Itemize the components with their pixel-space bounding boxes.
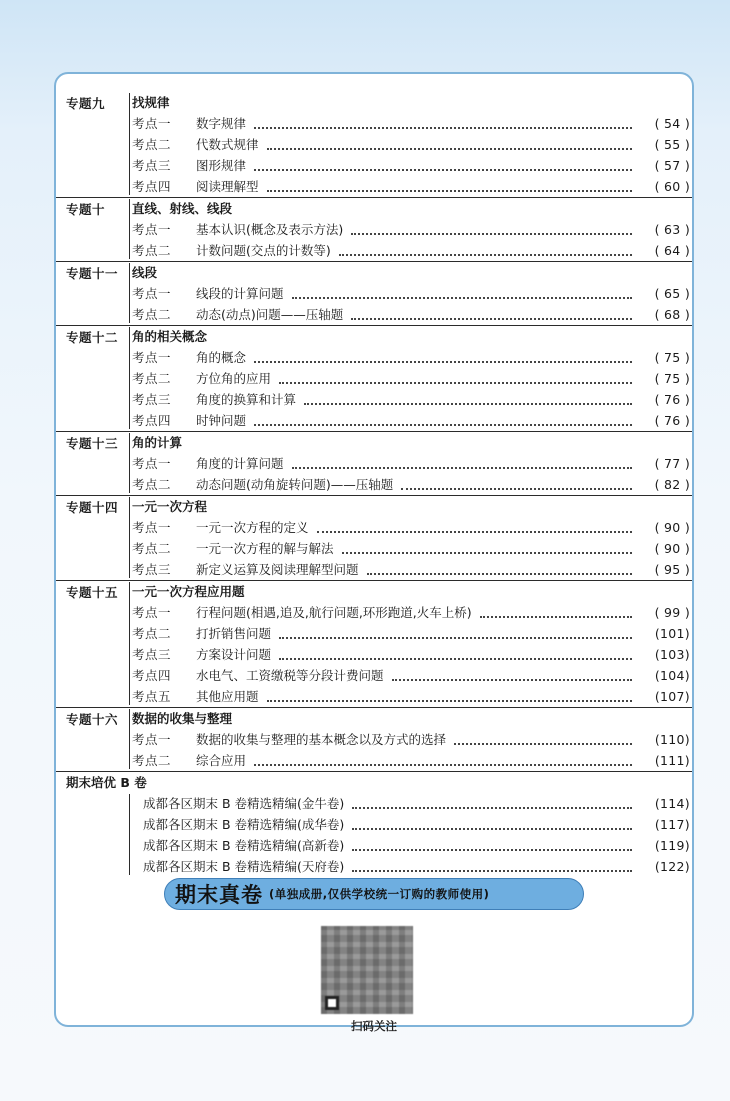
page-number: ( 75 ) (654, 371, 690, 386)
topic-label: 专题十二 (66, 330, 119, 345)
point-title: 动态(动点)问题——压轴题 (196, 307, 344, 322)
page-number: ( 60 ) (654, 179, 690, 194)
toc-entry[interactable] (56, 814, 692, 835)
point-label: 考点三 (132, 647, 172, 662)
dot-leader (480, 616, 632, 618)
qr-caption: 扫码关注 (351, 1019, 397, 1033)
dot-leader (267, 700, 632, 702)
topic-title: 一元一次方程 (132, 499, 208, 514)
toc-entry[interactable] (56, 240, 692, 261)
qr-finder-pattern (325, 996, 339, 1010)
toc-entry[interactable] (56, 155, 692, 176)
toc-entry[interactable] (56, 304, 692, 325)
point-title: 角的概念 (196, 350, 247, 365)
dot-leader (254, 361, 632, 363)
point-label: 考点一 (132, 605, 172, 620)
topic-label: 专题十六 (66, 712, 119, 727)
toc-section (56, 495, 692, 580)
topic-label: 专题十四 (66, 500, 119, 515)
topic-title: 一元一次方程应用题 (132, 584, 245, 599)
toc-section (56, 707, 692, 771)
page-number: ( 75 ) (654, 350, 690, 365)
dot-leader (267, 190, 632, 192)
toc-entry[interactable] (56, 368, 692, 389)
point-title: 动态问题(动角旋转问题)——压轴题 (196, 477, 394, 492)
page-number: ( 57 ) (654, 158, 690, 173)
page-number: ( 82 ) (654, 477, 690, 492)
point-label: 考点一 (132, 350, 172, 365)
topic-title: 角的计算 (132, 435, 183, 450)
page-number: (107) (654, 689, 690, 704)
page-number: ( 64 ) (654, 243, 690, 258)
point-title: 一元一次方程的解与解法 (196, 541, 334, 556)
topic-label: 专题十五 (66, 585, 119, 600)
point-title: 数据的收集与整理的基本概念以及方式的选择 (196, 732, 447, 747)
toc-entry[interactable] (56, 453, 692, 474)
dot-leader (392, 679, 632, 681)
paper-title: 成都各区期末 B 卷精选精编(成华卷) (143, 817, 345, 832)
toc-entry[interactable] (56, 729, 692, 750)
toc-entry[interactable] (56, 835, 692, 856)
point-title: 其他应用题 (196, 689, 259, 704)
dot-leader (254, 169, 632, 171)
toc-entry[interactable] (56, 665, 692, 686)
qr-code-image[interactable] (321, 926, 413, 1014)
toc-entry[interactable] (56, 134, 692, 155)
page-number: ( 90 ) (654, 520, 690, 535)
point-label: 考点一 (132, 732, 172, 747)
paper-title: 成都各区期末 B 卷精选精编(天府卷) (143, 859, 345, 874)
page-number: ( 76 ) (654, 392, 690, 407)
topic-title: 数据的收集与整理 (132, 711, 233, 726)
point-label: 考点一 (132, 520, 172, 535)
toc-section (56, 580, 692, 707)
point-title: 基本认识(概念及表示方法) (196, 222, 344, 237)
banner-note: (单独成册,仅供学校统一订购的教师使用) (269, 887, 490, 901)
point-title: 综合应用 (196, 753, 247, 768)
point-title: 阅读理解型 (196, 179, 259, 194)
point-title: 角度的计算问题 (196, 456, 284, 471)
point-label: 考点一 (132, 286, 172, 301)
point-label: 考点一 (132, 456, 172, 471)
point-label: 考点四 (132, 413, 172, 428)
page-number: (103) (654, 647, 690, 662)
toc-section (56, 431, 692, 495)
toc-entry[interactable] (56, 623, 692, 644)
point-title: 计数问题(交点的计数等) (196, 243, 331, 258)
point-label: 考点二 (132, 477, 172, 492)
dot-leader (279, 637, 632, 639)
page-number: (122) (654, 859, 690, 874)
dot-leader (339, 254, 632, 256)
toc-entry[interactable] (56, 559, 692, 580)
point-label: 考点三 (132, 158, 172, 173)
dot-leader (317, 531, 632, 533)
topic-title: 角的相关概念 (132, 329, 208, 344)
dot-leader (352, 828, 632, 830)
page-number: (104) (654, 668, 690, 683)
dot-leader (352, 849, 632, 851)
final-exam-banner (164, 878, 584, 910)
point-label: 考点三 (132, 562, 172, 577)
point-label: 考点一 (132, 116, 172, 131)
toc-section (56, 261, 692, 325)
toc-section (56, 197, 692, 261)
point-title: 打折销售问题 (196, 626, 272, 641)
page-number: ( 63 ) (654, 222, 690, 237)
toc-entry[interactable] (56, 644, 692, 665)
dot-leader (352, 870, 632, 872)
toc-section (56, 325, 692, 431)
topic-label: 专题十 (66, 202, 106, 217)
paper-title: 成都各区期末 B 卷精选精编(金牛卷) (143, 796, 345, 811)
toc-entry[interactable] (56, 686, 692, 707)
dot-leader (342, 552, 632, 554)
point-title: 水电气、工资缴税等分段计费问题 (196, 668, 384, 683)
point-label: 考点四 (132, 668, 172, 683)
page-number: ( 55 ) (654, 137, 690, 152)
point-label: 考点二 (132, 626, 172, 641)
topic-title: 线段 (132, 265, 158, 280)
dot-leader (254, 127, 632, 129)
point-label: 考点一 (132, 222, 172, 237)
point-label: 考点三 (132, 392, 172, 407)
dot-leader (292, 467, 632, 469)
point-title: 线段的计算问题 (196, 286, 284, 301)
topic-label: 专题九 (66, 96, 106, 111)
table-of-contents (56, 92, 692, 877)
point-label: 考点二 (132, 541, 172, 556)
toc-entry[interactable] (56, 113, 692, 134)
page-number: (101) (654, 626, 690, 641)
point-title: 数字规律 (196, 116, 247, 131)
point-label: 考点二 (132, 243, 172, 258)
point-label: 考点二 (132, 307, 172, 322)
topic-title: 找规律 (132, 95, 170, 110)
dot-leader (267, 148, 632, 150)
toc-section (56, 92, 692, 197)
dot-leader (351, 318, 632, 320)
paper-title: 成都各区期末 B 卷精选精编(高新卷) (143, 838, 345, 853)
point-title: 时钟问题 (196, 413, 247, 428)
toc-entry[interactable] (56, 389, 692, 410)
point-title: 方案设计问题 (196, 647, 272, 662)
dot-leader (351, 233, 632, 235)
page-number: (114) (654, 796, 690, 811)
point-title: 新定义运算及阅读理解型问题 (196, 562, 359, 577)
point-label: 考点二 (132, 371, 172, 386)
toc-section-final (56, 771, 692, 877)
toc-entry[interactable] (56, 410, 692, 431)
page-number: ( 77 ) (654, 456, 690, 471)
dot-leader (254, 424, 632, 426)
toc-entry[interactable] (56, 283, 692, 304)
dot-leader (304, 403, 632, 405)
point-label: 考点五 (132, 689, 172, 704)
topic-title: 直线、射线、线段 (132, 201, 233, 216)
toc-entry[interactable] (56, 176, 692, 197)
dot-leader (352, 807, 632, 809)
toc-entry[interactable] (56, 793, 692, 814)
toc-entry[interactable] (56, 602, 692, 623)
point-title: 行程问题(相遇,追及,航行问题,环形跑道,火车上桥) (196, 605, 472, 620)
toc-entry[interactable] (56, 856, 692, 877)
dot-leader (279, 658, 632, 660)
page-number: ( 68 ) (654, 307, 690, 322)
toc-entry[interactable] (56, 347, 692, 368)
topic-label: 专题十三 (66, 436, 119, 451)
point-title: 角度的换算和计算 (196, 392, 297, 407)
point-label: 考点四 (132, 179, 172, 194)
dot-leader (279, 382, 632, 384)
page-number: ( 90 ) (654, 541, 690, 556)
page-number: ( 54 ) (654, 116, 690, 131)
point-title: 一元一次方程的定义 (196, 520, 309, 535)
toc-entry[interactable] (56, 750, 692, 771)
page-number: (117) (654, 817, 690, 832)
point-title: 方位角的应用 (196, 371, 272, 386)
toc-entry[interactable] (56, 538, 692, 559)
page-number: ( 99 ) (654, 605, 690, 620)
final-section-title: 期末培优 B 卷 (66, 775, 147, 790)
topic-label: 专题十一 (66, 266, 119, 281)
point-label: 考点二 (132, 753, 172, 768)
dot-leader (292, 297, 632, 299)
point-label: 考点二 (132, 137, 172, 152)
dot-leader (367, 573, 632, 575)
banner-title: 期末真卷 (175, 883, 263, 907)
dot-leader (401, 488, 632, 490)
page-number: (110) (654, 732, 690, 747)
page-number: ( 76 ) (654, 413, 690, 428)
dot-leader (454, 743, 632, 745)
point-title: 代数式规律 (196, 137, 259, 152)
dot-leader (254, 764, 632, 766)
toc-entry[interactable] (56, 474, 692, 495)
toc-entry[interactable] (56, 219, 692, 240)
page-number: (119) (654, 838, 690, 853)
toc-card (54, 72, 694, 1033)
toc-entry[interactable] (56, 517, 692, 538)
page-number: ( 95 ) (654, 562, 690, 577)
page-number: (111) (654, 753, 690, 768)
point-title: 图形规律 (196, 158, 247, 173)
page-number: ( 65 ) (654, 286, 690, 301)
